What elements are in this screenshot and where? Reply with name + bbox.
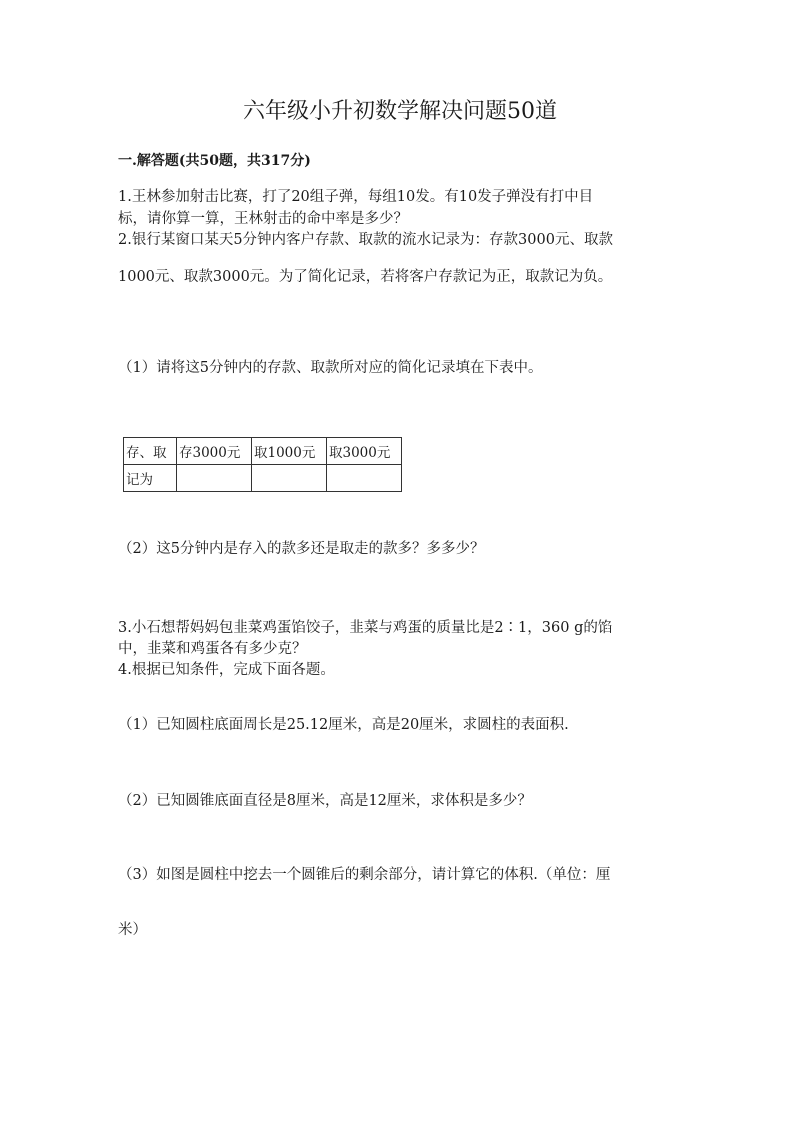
table-header-cell: 取1000元 — [252, 438, 327, 465]
question-1-line-1: 1.王林参加射击比赛，打了20组子弹，每组10发。有10发子弹没有打中目 — [118, 189, 594, 205]
table-header-cell: 存3000元 — [177, 438, 252, 465]
question-4-intro: 4.根据已知条件，完成下面各题。 — [118, 662, 335, 678]
question-4-part-2: （2）已知圆锥底面直径是8厘米，高是12厘米，求体积是多少？ — [118, 793, 532, 809]
table-header-cell: 取3000元 — [327, 438, 402, 465]
table-header-row — [124, 438, 402, 465]
table-row — [124, 465, 402, 492]
question-3-line-2: 中，韭菜和鸡蛋各有多少克？ — [118, 641, 307, 657]
table-row-label: 记为 — [124, 465, 177, 492]
question-4-part-1: （1）已知圆柱底面周长是25.12厘米，高是20厘米，求圆柱的表面积. — [118, 717, 569, 733]
section-heading: 一.解答题(共50题，共317分) — [118, 153, 311, 169]
question-2-line-1: 2.银行某窗口某天5分钟内客户存款、取款的流水记录为：存款3000元、取款 — [118, 232, 613, 248]
record-table — [123, 437, 402, 492]
answer-cell — [177, 465, 252, 492]
question-4-part-3-line-1: （3）如图是圆柱中挖去一个圆锥后的剩余部分，请计算它的体积.（单位：厘 — [118, 867, 611, 883]
table-header-cell: 存、取 — [124, 438, 177, 465]
question-1-line-2: 标，请你算一算，王林射击的命中率是多少？ — [118, 211, 408, 227]
question-2-line-2: 1000元、取款3000元。为了简化记录，若将客户存款记为正，取款记为负。 — [118, 269, 613, 285]
page-title: 六年级小升初数学解决问题50道 — [243, 99, 557, 124]
answer-cell — [327, 465, 402, 492]
question-3-line-1: 3.小石想帮妈妈包韭菜鸡蛋馅饺子，韭菜与鸡蛋的质量比是2∶1，360 g的馅 — [118, 620, 613, 636]
question-2-part-1: （1）请将这5分钟内的存款、取款所对应的简化记录填在下表中。 — [118, 360, 543, 376]
question-4-part-3-line-2: 米） — [118, 922, 147, 938]
question-2-part-2: （2）这5分钟内是存入的款多还是取走的款多？多多少？ — [118, 541, 485, 557]
answer-cell — [252, 465, 327, 492]
